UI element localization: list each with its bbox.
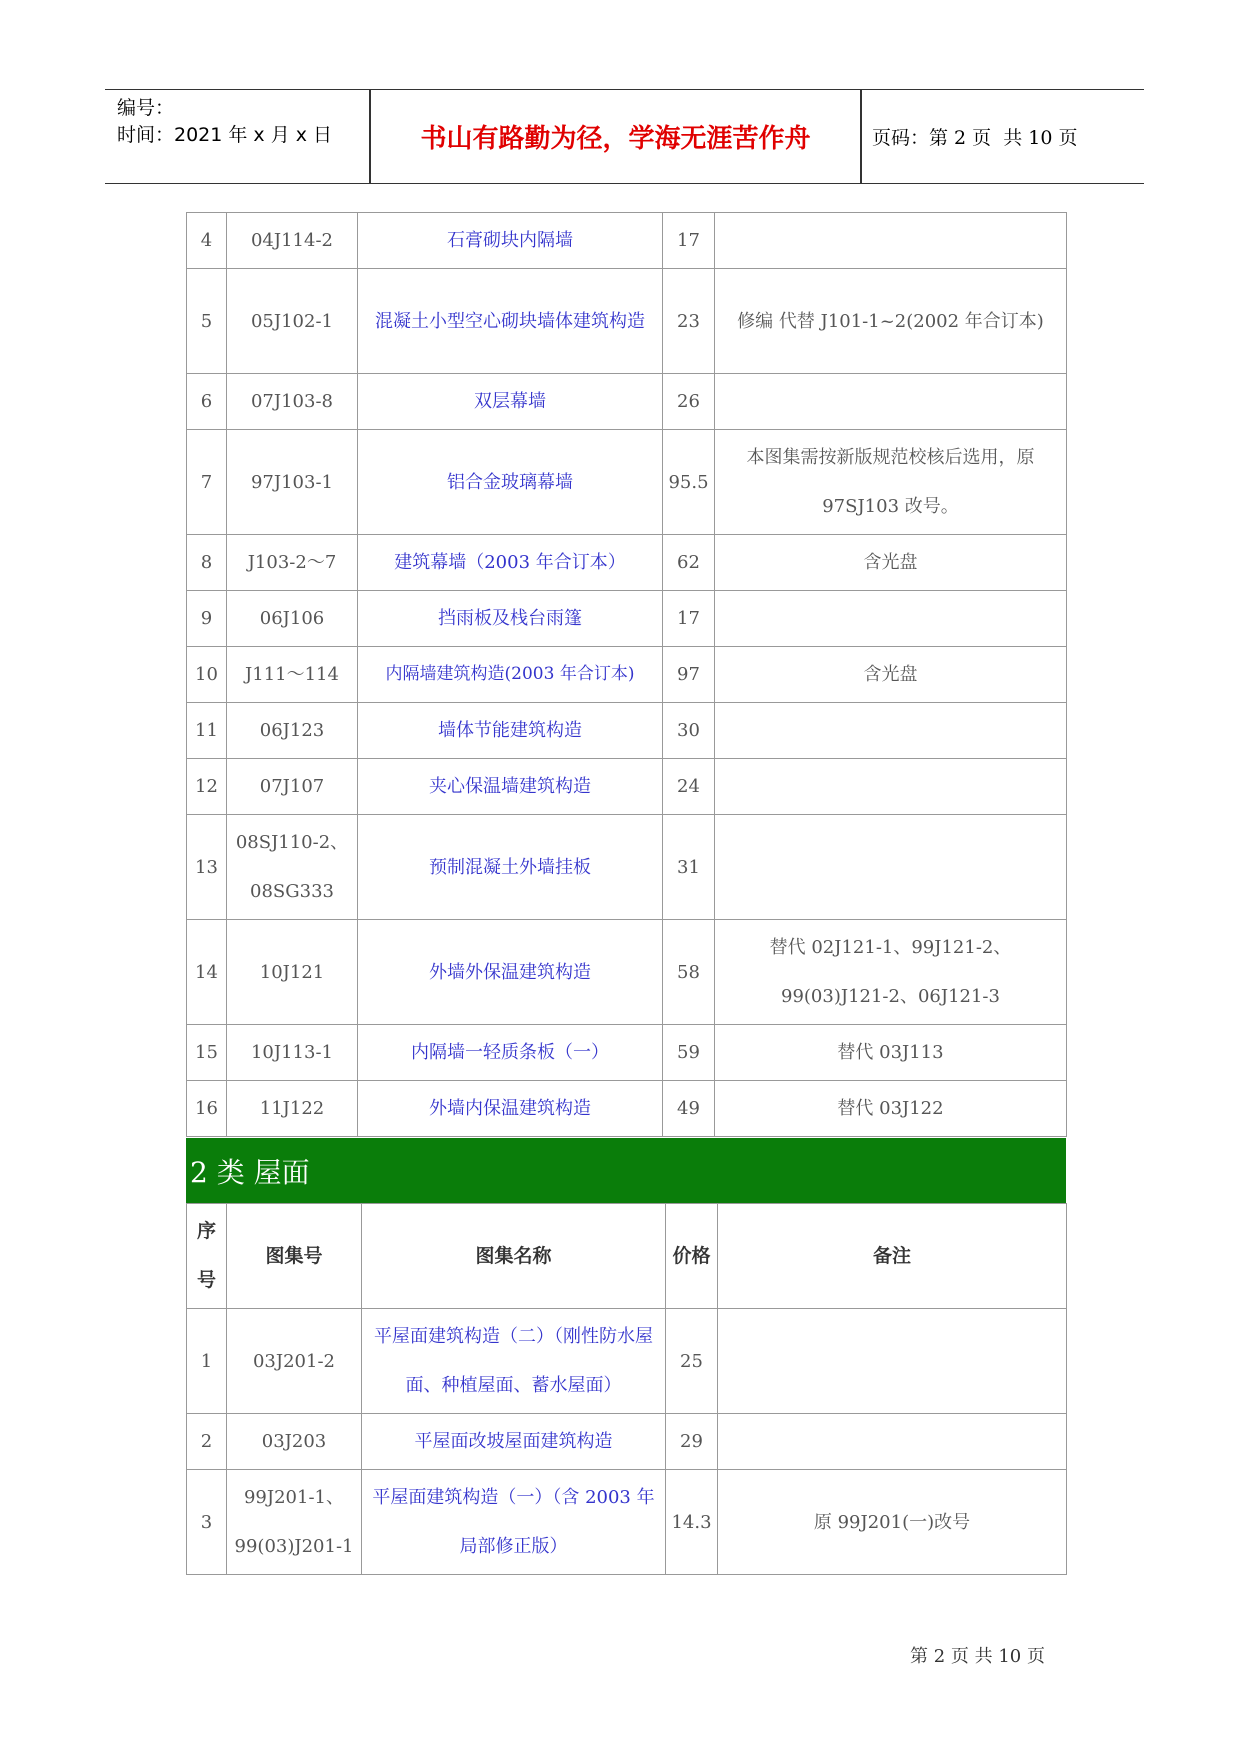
header-time: 时间：2021 年 x 月 x 日: [117, 124, 333, 146]
row-index: 16: [187, 1081, 227, 1137]
table-row: [187, 920, 1067, 1025]
atlas-code: 10J113-1: [227, 1025, 358, 1081]
note: 原 99J201(一)改号: [718, 1470, 1067, 1575]
page-footer: 第 2 页 共 10 页: [910, 1646, 1045, 1667]
table-row: [187, 815, 1067, 920]
price: 14.3: [666, 1470, 718, 1575]
atlas-name-link[interactable]: 内隔墙一轻质条板（一）: [358, 1025, 663, 1081]
row-index: 7: [187, 430, 227, 535]
header-meta: [117, 95, 367, 149]
note: [718, 1414, 1067, 1470]
table-row: [187, 1470, 1067, 1575]
price: 95.5: [663, 430, 715, 535]
price: 49: [663, 1081, 715, 1137]
atlas-code: J111～114: [227, 647, 358, 703]
header-page-number: 页码：第 2 页 共 10 页: [872, 127, 1078, 149]
price: 30: [663, 703, 715, 759]
table-row: [187, 1025, 1067, 1081]
table-row: [187, 647, 1067, 703]
table-row: [187, 703, 1067, 759]
atlas-name-link[interactable]: 挡雨板及栈台雨篷: [358, 591, 663, 647]
price: 62: [663, 535, 715, 591]
atlas-name-link[interactable]: 预制混凝土外墙挂板: [358, 815, 663, 920]
atlas-name-link[interactable]: 平屋面改坡屋面建筑构造: [362, 1414, 666, 1470]
atlas-name-link[interactable]: 建筑幕墙（2003 年合订本）: [358, 535, 663, 591]
atlas-name-link[interactable]: 混凝土小型空心砌块墙体建筑构造: [358, 269, 663, 374]
note: [715, 374, 1067, 430]
row-index: 11: [187, 703, 227, 759]
row-index: 9: [187, 591, 227, 647]
table-row: [187, 430, 1067, 535]
table-row: [187, 1081, 1067, 1137]
row-index: 12: [187, 759, 227, 815]
atlas-code: 08SJ110-2、08SG333: [227, 815, 358, 920]
row-index: 10: [187, 647, 227, 703]
atlas-code: 03J201-2: [227, 1309, 362, 1414]
header-code: 图集号: [227, 1204, 362, 1309]
price: 24: [663, 759, 715, 815]
table-row: [187, 269, 1067, 374]
table-row: [187, 213, 1067, 269]
note: [715, 759, 1067, 815]
atlas-code: 07J103-8: [227, 374, 358, 430]
note: 替代 03J122: [715, 1081, 1067, 1137]
atlas-code: 06J123: [227, 703, 358, 759]
table-row: [187, 1309, 1067, 1414]
row-index: 2: [187, 1414, 227, 1470]
note: [715, 591, 1067, 647]
price: 58: [663, 920, 715, 1025]
row-index: 4: [187, 213, 227, 269]
row-index: 5: [187, 269, 227, 374]
price: 23: [663, 269, 715, 374]
note: [715, 213, 1067, 269]
note: 含光盘: [715, 647, 1067, 703]
note: 含光盘: [715, 535, 1067, 591]
note: [715, 815, 1067, 920]
header-note: 备注: [718, 1204, 1067, 1309]
row-index: 3: [187, 1470, 227, 1575]
header-motto: 书山有路勤为径，学海无涯苦作舟: [420, 124, 811, 154]
atlas-code: 04J114-2: [227, 213, 358, 269]
atlas-name-link[interactable]: 内隔墙建筑构造(2003 年合订本): [358, 647, 663, 703]
header-number: 编号：: [117, 97, 175, 119]
price: 31: [663, 815, 715, 920]
table-row: [187, 759, 1067, 815]
atlas-code: 11J122: [227, 1081, 358, 1137]
price: 59: [663, 1025, 715, 1081]
row-index: 13: [187, 815, 227, 920]
price: 25: [666, 1309, 718, 1414]
table-row: [187, 535, 1067, 591]
header-name: 图集名称: [362, 1204, 666, 1309]
table-row: [187, 1414, 1067, 1470]
catalog-table-roof: [186, 1203, 1067, 1575]
atlas-code: 05J102-1: [227, 269, 358, 374]
section-heading-roof: 2 类 屋面: [186, 1138, 1066, 1203]
price: 97: [663, 647, 715, 703]
price: 26: [663, 374, 715, 430]
price: 17: [663, 591, 715, 647]
atlas-code: 07J107: [227, 759, 358, 815]
note: 替代 02J121-1、99J121-2、99(03)J121-2、06J121-3: [715, 920, 1067, 1025]
note: [718, 1309, 1067, 1414]
table-header-row: [187, 1204, 1067, 1309]
note: [715, 703, 1067, 759]
price: 17: [663, 213, 715, 269]
table-row: [187, 374, 1067, 430]
header-index: 序号: [187, 1204, 227, 1309]
atlas-name-link[interactable]: 外墙外保温建筑构造: [358, 920, 663, 1025]
atlas-name-link[interactable]: 夹心保温墙建筑构造: [358, 759, 663, 815]
row-index: 6: [187, 374, 227, 430]
atlas-name-link[interactable]: 平屋面建筑构造（二）（刚性防水屋面、种植屋面、蓄水屋面）: [362, 1309, 666, 1414]
catalog-table-walls: [186, 212, 1067, 1137]
atlas-name-link[interactable]: 墙体节能建筑构造: [358, 703, 663, 759]
atlas-code: 10J121: [227, 920, 358, 1025]
atlas-name-link[interactable]: 石膏砌块内隔墙: [358, 213, 663, 269]
note: 修编 代替 J101-1~2(2002 年合订本): [715, 269, 1067, 374]
row-index: 8: [187, 535, 227, 591]
row-index: 15: [187, 1025, 227, 1081]
price: 29: [666, 1414, 718, 1470]
row-index: 1: [187, 1309, 227, 1414]
atlas-code: 06J106: [227, 591, 358, 647]
row-index: 14: [187, 920, 227, 1025]
table-row: [187, 591, 1067, 647]
atlas-code: 03J203: [227, 1414, 362, 1470]
atlas-name-link[interactable]: 双层幕墙: [358, 374, 663, 430]
atlas-code: J103-2～7: [227, 535, 358, 591]
atlas-name-link[interactable]: 铝合金玻璃幕墙: [358, 430, 663, 535]
header-divider: [860, 90, 862, 183]
header-price: 价格: [666, 1204, 718, 1309]
note: 替代 03J113: [715, 1025, 1067, 1081]
page-header: [105, 89, 1144, 184]
atlas-code: 99J201-1、99(03)J201-1: [227, 1470, 362, 1575]
note: 本图集需按新版规范校核后选用，原97SJ103 改号。: [715, 430, 1067, 535]
atlas-name-link[interactable]: 外墙内保温建筑构造: [358, 1081, 663, 1137]
atlas-name-link[interactable]: 平屋面建筑构造（一）（含 2003 年局部修正版）: [362, 1470, 666, 1575]
atlas-code: 97J103-1: [227, 430, 358, 535]
